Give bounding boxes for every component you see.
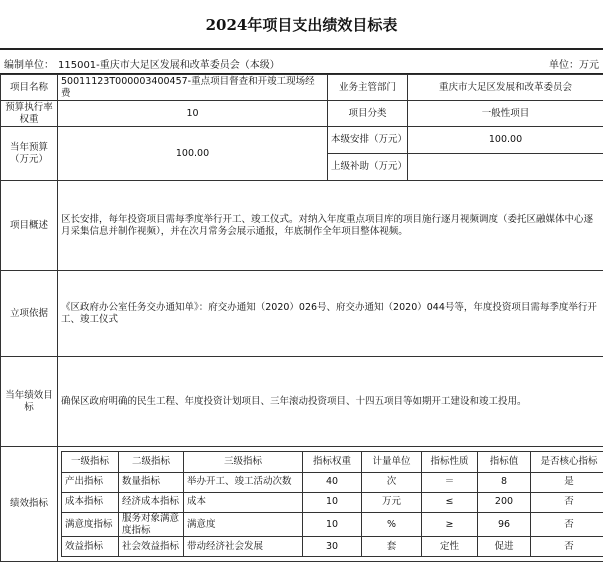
budget-value: 100.00 [58,127,328,181]
dept-value: 重庆市大足区发展和改革委员会 [408,75,603,101]
category-label: 项目分类 [328,101,408,127]
indicators-table [61,451,603,558]
project-name-label: 项目名称 [1,75,58,101]
cell-level1: 产出指标 [62,472,119,492]
cell-weight: 10 [303,492,362,512]
cell-core: 否 [531,512,603,537]
cell-value: 促进 [478,537,531,557]
cell-level3: 满意度 [184,512,303,537]
budget-label: 当年预算（万元） [1,127,58,181]
cell-unit: 套 [362,537,422,557]
cell-nature: ≤ [422,492,478,512]
cell-value: 8 [478,472,531,492]
exec-weight-value: 10 [58,101,328,127]
basis-text: 《区政府办公室任务交办通知单》：府交办通知（2020）026号、府交办通知（2020）044号等，年度投资项目需每季度举行开工、竣工仪式 [58,271,603,357]
upper-subsidy-label: 上级补助（万元） [328,154,408,181]
header-level1: 一级指标 [62,451,119,472]
table-title: 2024年项目支出绩效目标表 [205,15,398,34]
cell-level2: 服务对象满意度指标 [119,512,184,537]
overview-text: 区长安排，每年投资项目需每季度举行开工、竣工仪式。对纳入年度重点项目库的项目施行逐月视频调度（委托区融媒体中心逐月采集信息并制作视频），并在次月常务会展示通报，年底制作全年项目整体视频。 [58,181,603,271]
upper-subsidy-value [408,154,603,181]
header-value: 指标值 [478,451,531,472]
cell-unit: 次 [362,472,422,492]
cell-level1: 满意度指标 [62,512,119,537]
cell-unit: % [362,512,422,537]
dept-label: 业务主管部门 [328,75,408,101]
header-level2: 二级指标 [119,451,184,472]
header-nature: 指标性质 [422,451,478,472]
cell-core: 否 [531,537,603,557]
cell-value: 96 [478,512,531,537]
basis-label: 立项依据 [1,271,58,357]
exec-weight-label: 预算执行率权重 [1,101,58,127]
cell-level2: 社会效益指标 [119,537,184,557]
performance-table [0,74,603,562]
cell-unit: 万元 [362,492,422,512]
cell-nature: 定性 [422,537,478,557]
cell-core: 否 [531,492,603,512]
cell-weight: 10 [303,512,362,537]
self-arrange-value: 100.00 [408,127,603,154]
cell-level3: 举办开工、竣工活动次数 [184,472,303,492]
header-level3: 三级指标 [184,451,303,472]
unit-row [0,48,603,74]
unit-label: 编制单位： [4,60,54,71]
category-value: 一般性项目 [408,101,603,127]
cell-weight: 40 [303,472,362,492]
header-core: 是否核心指标 [531,451,603,472]
cell-level3: 成本 [184,492,303,512]
header-unit: 计量单位 [362,451,422,472]
header-weight: 指标权重 [303,451,362,472]
self-arrange-label: 本级安排（万元） [328,127,408,154]
cell-value: 200 [478,492,531,512]
indicators-header-row [62,451,603,472]
unit-value: 115001-重庆市大足区发展和改革委员会（本级） [58,60,280,71]
table-row [62,512,603,537]
cell-level1: 成本指标 [62,492,119,512]
project-name: 50011123T000003400457-重点项目督查和开竣工现场经费 [58,75,328,101]
cell-nature: ≥ [422,512,478,537]
overview-label: 项目概述 [1,181,58,271]
cell-weight: 30 [303,537,362,557]
goal-text: 确保区政府明确的民生工程、年度投资计划项目、三年滚动投资项目、十四五项目等如期开工建设和竣工投用。 [58,357,603,447]
cell-level2: 经济成本指标 [119,492,184,512]
table-row [62,472,603,492]
indicators-cell [58,447,603,562]
cell-nature: ＝ [422,472,478,492]
cell-level2: 数量指标 [119,472,184,492]
goal-label: 当年绩效目标 [1,357,58,447]
cell-level3: 带动经济社会发展 [184,537,303,557]
currency-label: 单位：万元 [549,60,599,71]
indicators-label: 绩效指标 [1,447,58,562]
table-row [62,492,603,512]
cell-level1: 效益指标 [62,537,119,557]
table-row [62,537,603,557]
cell-core: 是 [531,472,603,492]
